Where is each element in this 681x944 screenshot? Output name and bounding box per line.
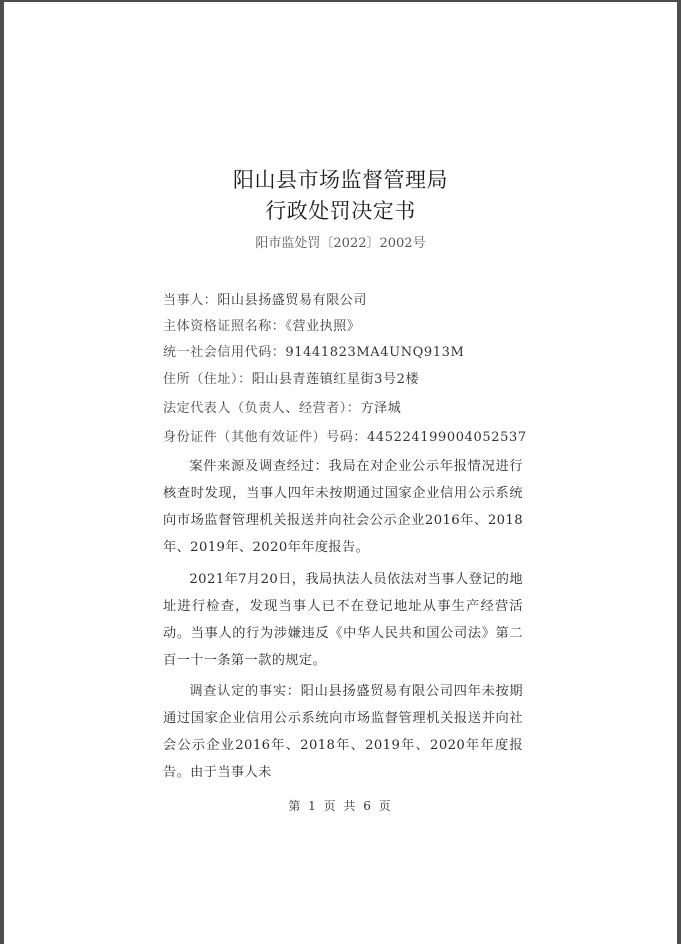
paragraph-text: 我局在对企业公示年报情况进行核查时发现，当事人四年未按期通过国家企业信用公示系统向市场监督管理机关报送并向社会公示企业2016年、2018年、2019年、2020年年度报告。 bbox=[163, 459, 523, 555]
field-label: 主体资格证照名称： bbox=[163, 319, 286, 334]
paragraph-lead: 调查认定的事实： bbox=[189, 684, 301, 699]
page-indicator: 第 1 页 共 6 页 bbox=[288, 799, 393, 813]
document-title: 行政处罚决定书 bbox=[265, 199, 416, 223]
field-value: 阳山县青莲镇红星街3号2楼 bbox=[251, 372, 420, 387]
case-source-paragraph bbox=[163, 453, 523, 561]
license-type-field bbox=[163, 315, 361, 334]
credit-code-field bbox=[163, 341, 464, 360]
document-number: 阳市监处罚〔2022〕2002号 bbox=[255, 236, 426, 251]
field-label: 当事人： bbox=[163, 293, 218, 308]
legal-representative-field bbox=[163, 397, 401, 416]
party-name-field bbox=[163, 289, 367, 308]
id-number-field bbox=[163, 426, 527, 445]
field-label: 住所（住址）： bbox=[163, 372, 252, 387]
address-field bbox=[163, 368, 419, 387]
field-label: 身份证件（其他有效证件）号码： bbox=[163, 430, 368, 445]
field-value: 《营业执照》 bbox=[285, 319, 361, 334]
findings-paragraph bbox=[163, 678, 523, 786]
inspection-paragraph bbox=[163, 566, 523, 674]
field-value: 91441823MA4UNQ913M bbox=[285, 345, 465, 360]
paragraph-text: 阳山县扬盛贸易有限公司四年未按期通过国家企业信用公示系统向市场监督管理机关报送并向社会公示企业2016年、2018年、2019年、2020年年度报告。由于当事人未 bbox=[163, 684, 523, 780]
paragraph-text: 2021年7月20日，我局执法人员依法对当事人登记的地址进行检查，发现当事人已不在登记地址从事生产经营活动。当事人的行为涉嫌违反《中华人民共和国公司法》第二百一十一条第一款的规定。 bbox=[163, 572, 523, 668]
field-value: 方泽城 bbox=[360, 401, 402, 416]
paragraph-lead: 案件来源及调查经过： bbox=[189, 459, 329, 474]
issuer-heading: 阳山县市场监督管理局 bbox=[233, 168, 448, 192]
field-label: 统一社会信用代码： bbox=[163, 345, 286, 360]
field-value: 445224199004052537 bbox=[367, 430, 527, 445]
field-label: 法定代表人（负责人、经营者）： bbox=[163, 401, 361, 416]
field-value: 阳山县扬盛贸易有限公司 bbox=[217, 293, 368, 308]
